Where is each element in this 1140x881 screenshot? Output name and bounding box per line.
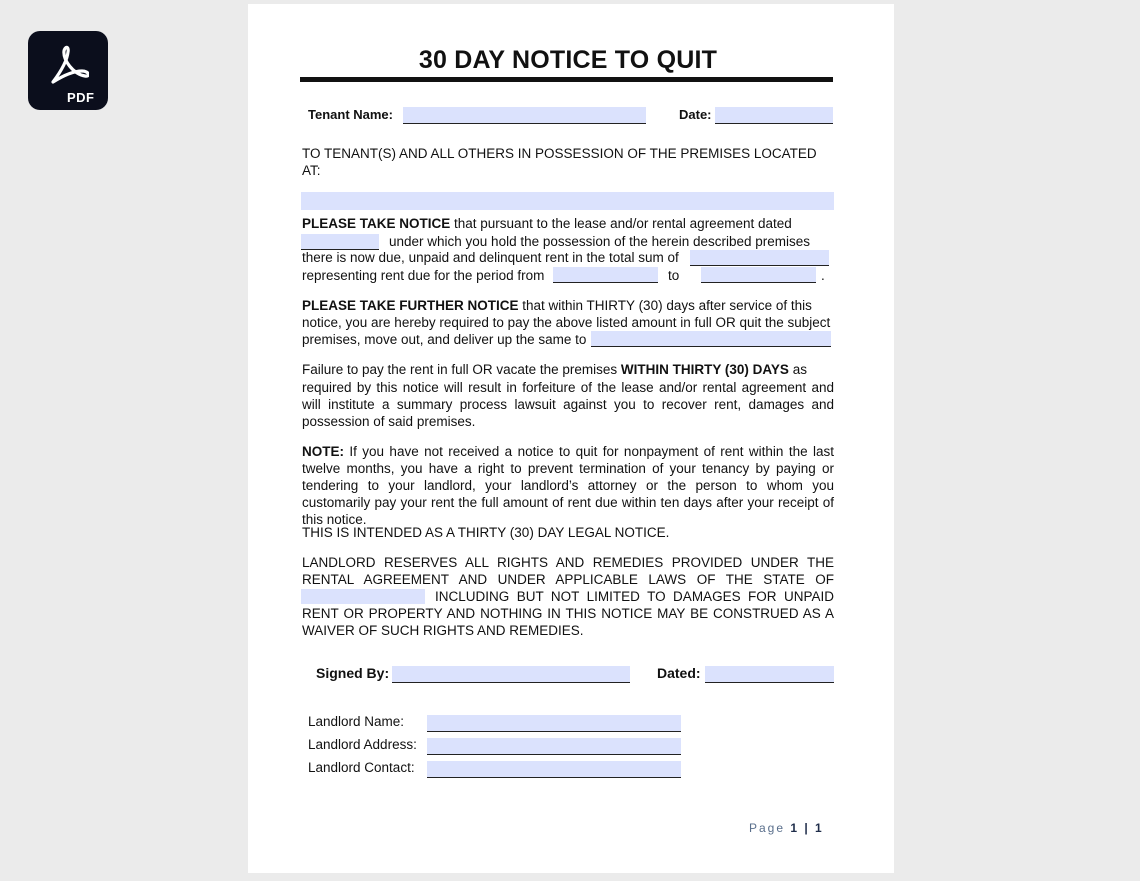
- footer-page-number: 1 | 1: [790, 821, 824, 835]
- rent-sum-field[interactable]: [690, 250, 829, 266]
- further-line-1: [302, 298, 812, 313]
- page-title: 30 DAY NOTICE TO QUIT: [418, 46, 718, 74]
- signed-by-field[interactable]: [392, 666, 630, 683]
- premises-heading: TO TENANT(S) AND ALL OTHERS IN POSSESSION OF THE PREMISES LOCATED: [302, 146, 817, 161]
- period-to-field[interactable]: [701, 267, 816, 283]
- date-label: Date:: [679, 107, 712, 122]
- pdf-icon: [28, 31, 108, 110]
- tenant-name-field[interactable]: [403, 107, 646, 124]
- notice-line-1-text: that pursuant to the lease and/or rental agreement dated: [450, 216, 792, 231]
- landlord-address-field[interactable]: [427, 738, 681, 755]
- deliver-to-field[interactable]: [591, 331, 831, 347]
- agreement-date-field[interactable]: [301, 234, 379, 250]
- pdf-badge-label: PDF: [67, 90, 95, 105]
- further-line-2: notice, you are hereby required to pay the above listed amount in full OR quit the subject: [302, 315, 831, 330]
- landlord-address-label: Landlord Address:: [308, 737, 417, 752]
- note-text: If you have not received a notice to quit for nonpayment of rent within the last twelve months, you have a right to prevent termination of your tenancy by paying or tendering to your landlord, your landlord’s attorney or the person to whom you customarily pay your rent the full amount of rent due within ten days after your receipt of this notice.: [302, 444, 834, 527]
- tenant-name-label: Tenant Name:: [308, 107, 393, 122]
- notice-line-2: under which you hold the possession of the herein described premises: [389, 234, 810, 249]
- signed-by-label: Signed By:: [316, 665, 390, 681]
- failure-line-1: [302, 362, 807, 377]
- footer-page-word: Page: [749, 821, 791, 835]
- document-page: [248, 4, 894, 873]
- further-line-1-text: that within THIRTY (30) days after service of this: [518, 298, 812, 313]
- landlord-name-field[interactable]: [427, 715, 681, 732]
- reserves-line-4: RENT OR PROPERTY AND NOTHING IN THIS NOTICE MAY BE CONSTRUED AS A: [302, 606, 834, 621]
- failure-text-c: as: [788, 362, 807, 377]
- note-bold: NOTE:: [302, 444, 344, 459]
- further-bold: PLEASE TAKE FURTHER NOTICE: [302, 298, 519, 313]
- acrobat-logo-icon: [49, 44, 89, 88]
- notice-line-4: representing rent due for the period from: [302, 268, 545, 283]
- premises-heading-at: AT:: [302, 163, 321, 178]
- reserves-line-2: RENTAL AGREEMENT AND UNDER APPLICABLE LAWS OF THE STATE OF: [302, 572, 834, 587]
- landlord-contact-label: Landlord Contact:: [308, 760, 415, 775]
- failure-paragraph: required by this notice will result in forfeiture of the lease and/or rental agreement and will institute a summary process lawsuit against you to recover rent, damages and possession of said premises.: [302, 380, 834, 429]
- premises-address-field[interactable]: [301, 192, 834, 210]
- legal-notice: THIS IS INTENDED AS A THIRTY (30) DAY LEGAL NOTICE.: [302, 525, 670, 540]
- notice-line-3: there is now due, unpaid and delinquent rent in the total sum of: [302, 250, 679, 265]
- further-line-3: premises, move out, and deliver up the same to: [302, 332, 587, 347]
- landlord-contact-field[interactable]: [427, 761, 681, 778]
- state-field[interactable]: [301, 589, 425, 604]
- dated-label: Dated:: [657, 665, 701, 681]
- landlord-name-label: Landlord Name:: [308, 714, 405, 729]
- notice-period-dot: .: [821, 268, 825, 283]
- notice-line-1: [302, 216, 792, 231]
- notice-bold: PLEASE TAKE NOTICE: [302, 216, 451, 231]
- dated-field[interactable]: [705, 666, 834, 683]
- failure-text-a: Failure to pay the rent in full OR vacate the premises: [302, 362, 621, 377]
- reserves-line-1: LANDLORD RESERVES ALL RIGHTS AND REMEDIES PROVIDED UNDER THE: [302, 555, 834, 570]
- page-footer: [749, 821, 824, 835]
- date-field[interactable]: [715, 107, 833, 124]
- note-paragraph: [302, 443, 834, 528]
- period-from-field[interactable]: [553, 267, 658, 283]
- reserves-line-5: WAIVER OF SUCH RIGHTS AND REMEDIES.: [302, 623, 584, 638]
- notice-to-word: to: [668, 268, 680, 283]
- failure-bold: WITHIN THIRTY (30) DAYS: [620, 362, 789, 377]
- reserves-line-3: INCLUDING BUT NOT LIMITED TO DAMAGES FOR UNPAID: [435, 589, 834, 604]
- title-rule: [300, 77, 833, 82]
